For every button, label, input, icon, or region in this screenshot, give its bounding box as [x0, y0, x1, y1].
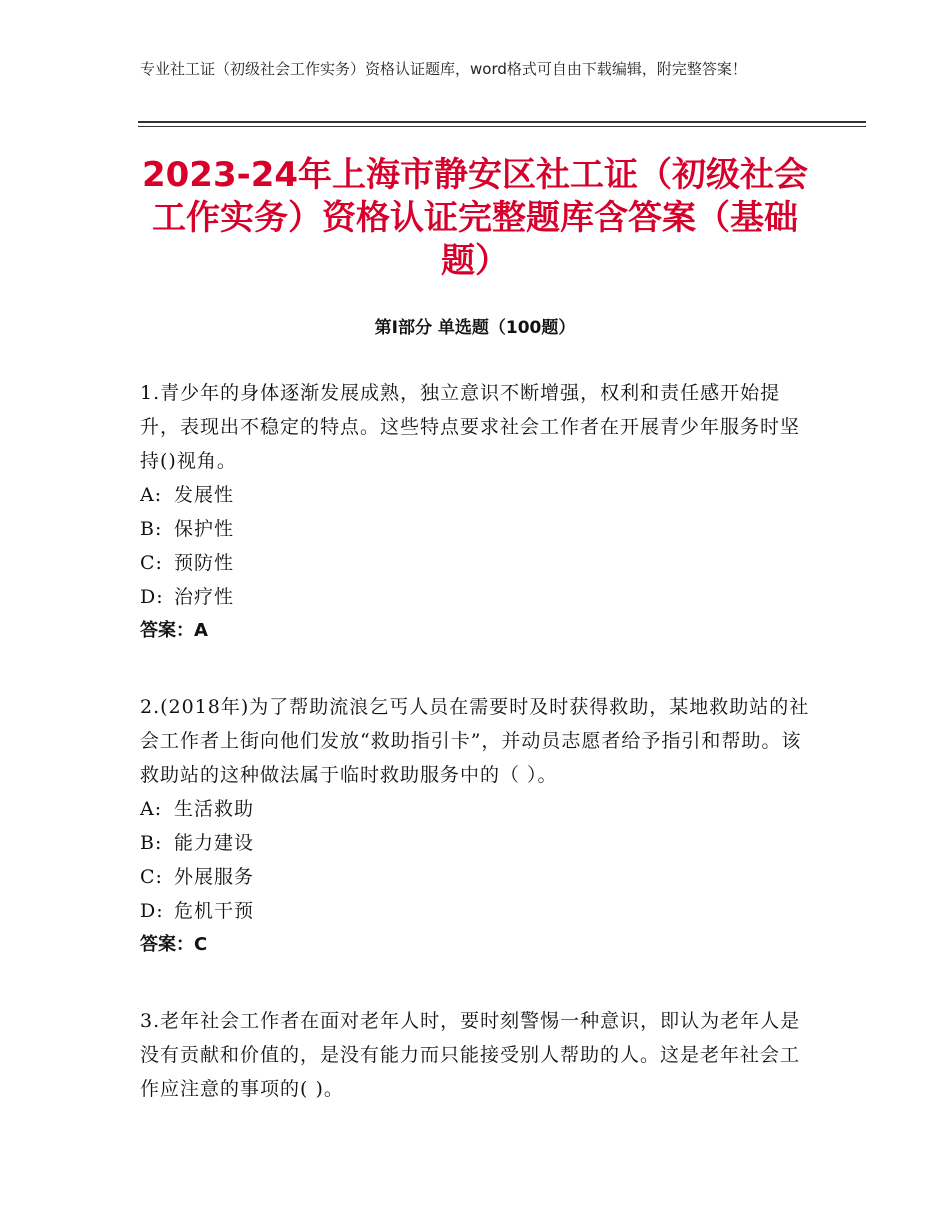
question-text: 1.青少年的身体逐渐发展成熟，独立意识不断增强，权利和责任感开始提升，表现出不稳定的特点。这些特点要求社会工作者在开展青少年服务时坚持()视角。: [140, 382, 801, 472]
header-divider-thick: [138, 121, 866, 123]
answer: 答案：A: [140, 620, 208, 641]
header-note: 专业社工证（初级社会工作实务）资格认证题库，word格式可自由下载编辑，附完整答案！: [140, 60, 747, 78]
option-label: 外展服务: [174, 866, 255, 888]
answer: 答案：C: [140, 934, 208, 955]
option-label: 危机干预: [174, 900, 255, 922]
option-key: A:: [140, 484, 163, 506]
option-c: [140, 860, 810, 894]
option-d: [140, 580, 810, 614]
question-text: 2.(2018年)为了帮助流浪乞丐人员在需要时及时获得救助，某地救助站的社会工作者上街向他们发放“救助指引卡”，并动员志愿者给予指引和帮助。该救助站的这种做法属于临时救助服务中的（ ）。: [140, 696, 810, 786]
option-key: D:: [140, 586, 164, 608]
option-label: 生活救助: [174, 798, 255, 820]
option-a: [140, 792, 810, 826]
option-b: [140, 512, 810, 546]
question-list: [140, 376, 810, 1148]
option-label: 保护性: [174, 518, 235, 540]
option-label: 发展性: [174, 484, 235, 506]
option-b: [140, 826, 810, 860]
question-item: [140, 690, 810, 962]
header-divider-thin: [138, 126, 866, 127]
option-label: 治疗性: [174, 586, 235, 608]
option-d: [140, 894, 810, 928]
option-c: [140, 546, 810, 580]
question-item: [140, 1004, 810, 1106]
option-key: D:: [140, 900, 164, 922]
option-key: B:: [140, 832, 163, 854]
option-key: C:: [140, 552, 163, 574]
option-key: A:: [140, 798, 163, 820]
option-key: B:: [140, 518, 163, 540]
question-item: [140, 376, 810, 648]
question-text: 3.老年社会工作者在面对老年人时，要时刻警惕一种意识，即认为老年人是没有贡献和价值的，是没有能力而只能接受别人帮助的人。这是老年社会工作应注意的事项的( )。: [140, 1010, 801, 1100]
option-a: [140, 478, 810, 512]
option-label: 预防性: [174, 552, 235, 574]
document-title: 2023-24年上海市静安区社工证（初级社会工作实务）资格认证完整题库含答案（基础题）: [141, 155, 809, 281]
section-title: 第I部分 单选题（100题）: [374, 318, 576, 338]
option-label: 能力建设: [174, 832, 255, 854]
option-key: C:: [140, 866, 163, 888]
